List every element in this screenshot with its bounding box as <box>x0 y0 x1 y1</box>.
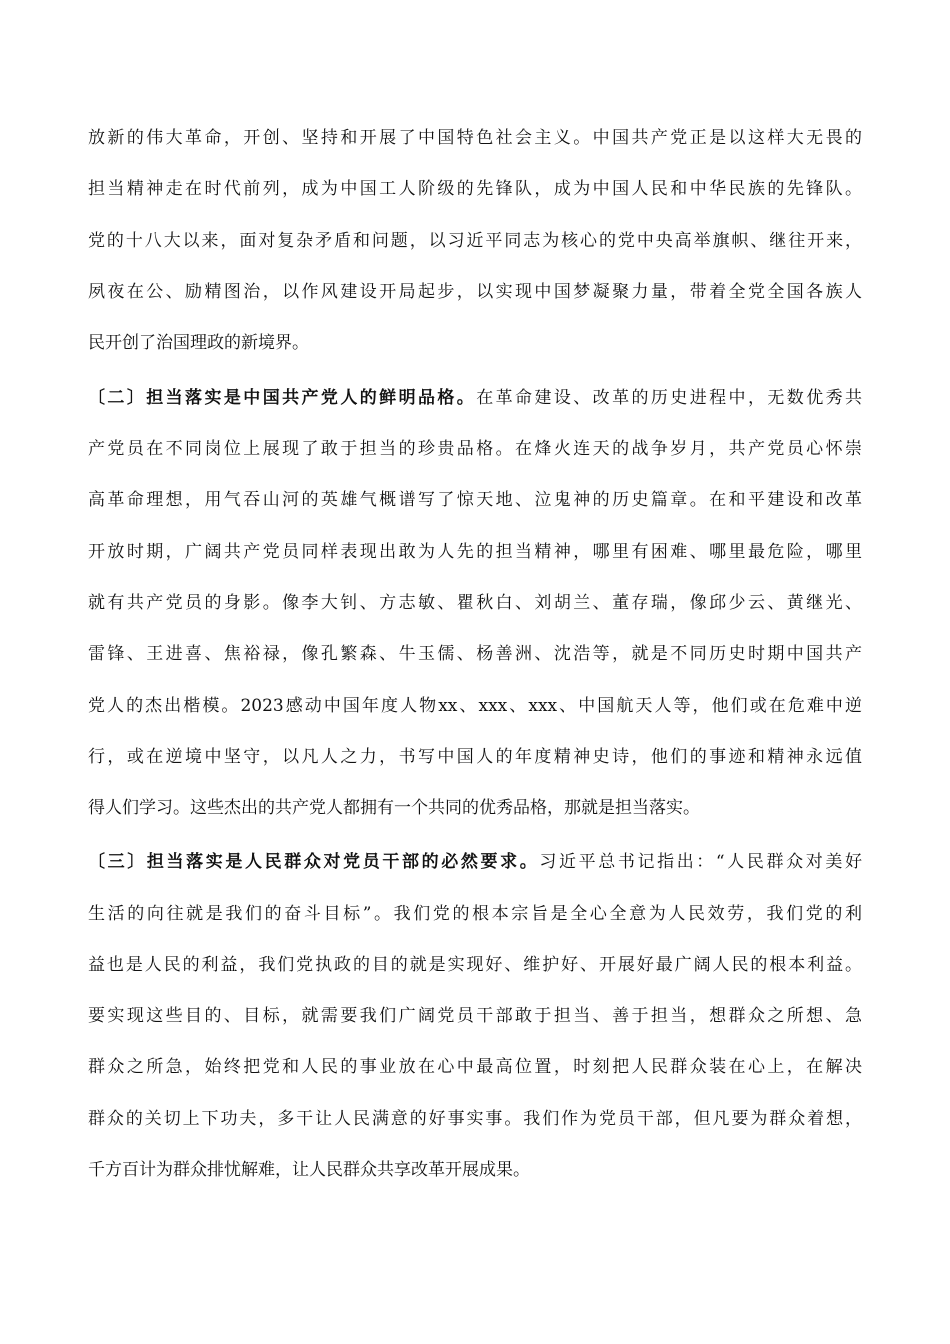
paragraph-2-line-8: 行，或在逆境中坚守，以凡人之力，书写中国人的年度精神史诗，他们的事迹和精神永远值 <box>88 747 862 767</box>
paragraph-3-line-1 <box>88 845 862 879</box>
paragraph-2-line-4: 开放时期，广阔共产党员同样表现出敢为人先的担当精神，哪里有困难、哪里最危险，哪里 <box>88 542 862 562</box>
paragraph-2-line-2: 产党员在不同岗位上展现了敢于担当的珍贵品格。在烽火连天的战争岁月，共产党员心怀崇 <box>88 439 862 459</box>
paragraph-2-line-1-text: 在革命建设、改革的历史进程中，无数优秀共 <box>476 388 862 408</box>
paragraph-3-line-5: 群众之所急，始终把党和人民的事业放在心中最高位置，时刻把人民群众装在心上，在解决 <box>88 1057 862 1077</box>
paragraph-3-line-6: 群众的关切上下功夫，多干让人民满意的好事实事。我们作为党员干部，但凡要为群众着想， <box>88 1109 862 1129</box>
paragraph-3-line-7: 千方百计为群众排忧解难，让人民群众共享改革开展成果。 <box>88 1160 530 1180</box>
paragraph-2-line-5: 就有共产党员的身影。像李大钊、方志敏、瞿秋白、刘胡兰、董存瑞，像邱少云、黄继光、 <box>88 593 862 613</box>
paragraph-3-line-3: 益也是人民的利益，我们党执政的目的就是实现好、维护好、开展好最广阔人民的根本利益。 <box>88 955 862 975</box>
paragraph-2-line-7: 党人的杰出楷模。2023感动中国年度人物xx、xxx、xxx、中国航天人等，他们或在危难中逆 <box>88 696 862 716</box>
paragraph-1-line-1: 放新的伟大革命，开创、坚持和开展了中国特色社会主义。中国共产党正是以这样大无畏的 <box>88 128 862 148</box>
paragraph-3-line-4: 要实现这些目的、目标，就需要我们广阔党员干部敢于担当、善于担当，想群众之所想、急 <box>88 1006 862 1026</box>
paragraph-1-line-4: 夙夜在公、励精图治，以作风建设开局起步，以实现中国梦凝聚力量，带着全党全国各族人 <box>88 282 862 302</box>
paragraph-1-line-5: 民开创了治国理政的新境界。 <box>88 333 309 353</box>
paragraph-2-heading: 〔二〕担当落实是中国共产党人的鲜明品格。 <box>88 388 477 408</box>
paragraph-3-line-2: 生活的向往就是我们的奋斗目标”。我们党的根本宗旨是全心全意为人民效劳，我们党的利 <box>88 904 862 924</box>
paragraph-2-line-1 <box>88 381 862 415</box>
paragraph-2-line-9: 得人们学习。这些杰出的共产党人都拥有一个共同的优秀品格，那就是担当落实。 <box>88 798 700 818</box>
paragraph-3-line-1-text: 习近平总书记指出：“人民群众对美好 <box>539 852 862 872</box>
paragraph-1-line-2: 担当精神走在时代前列，成为中国工人阶级的先锋队，成为中国人民和中华民族的先锋队。 <box>88 179 862 199</box>
paragraph-3-heading: 〔三〕担当落实是人民群众对党员干部的必然要求。 <box>88 852 540 872</box>
paragraph-2-line-3: 高革命理想，用气吞山河的英雄气概谱写了惊天地、泣鬼神的历史篇章。在和平建设和改革 <box>88 490 862 510</box>
paragraph-1-line-3: 党的十八大以来，面对复杂矛盾和问题，以习近平同志为核心的党中央高举旗帜、继往开来， <box>88 231 862 251</box>
paragraph-2-line-6: 雷锋、王进喜、焦裕禄，像孔繁森、牛玉儒、杨善洲、沈浩等，就是不同历史时期中国共产 <box>88 644 862 664</box>
